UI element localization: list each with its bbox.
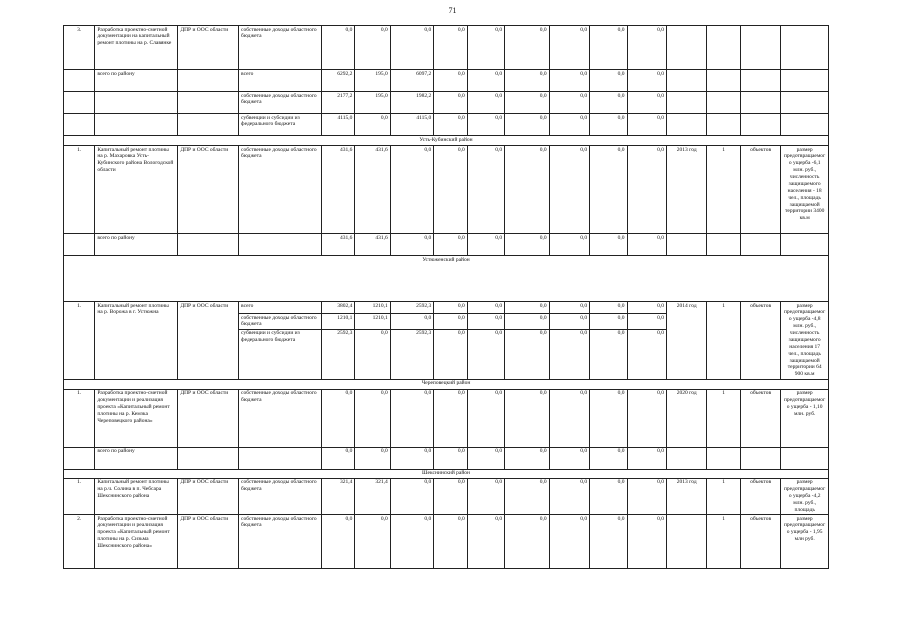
amount-cell: 0,0 — [505, 146, 550, 234]
amount-cell: 195,0 — [355, 92, 390, 114]
responsible-cell: ДПР и ООС области — [178, 146, 239, 234]
amount-cell: 0,0 — [390, 447, 434, 469]
funding-source-cell: всего — [239, 302, 322, 314]
effect-cell — [781, 234, 829, 256]
year-cell: 2014 год — [667, 302, 707, 380]
amount-cell: 0,0 — [549, 26, 589, 70]
unit-cell: объектов — [740, 389, 780, 447]
amount-cell: 0,0 — [467, 329, 504, 379]
amount-cell: 0,0 — [434, 389, 467, 447]
amount-cell: 0,0 — [505, 515, 550, 569]
amount-cell: 1982,2 — [390, 92, 434, 114]
year-cell — [667, 26, 707, 70]
amount-cell: 0,0 — [627, 515, 666, 569]
amount-cell: 431,6 — [355, 234, 390, 256]
amount-cell: 0,0 — [549, 146, 589, 234]
row-number-cell: 2. — [64, 515, 95, 569]
effect-cell — [781, 70, 829, 92]
activity-name-cell: всего по району — [95, 447, 178, 469]
activity-name-cell: всего по району — [95, 234, 178, 256]
row-number-cell — [64, 447, 95, 469]
count-cell: 1 — [707, 302, 740, 380]
effect-cell — [781, 26, 829, 70]
amount-cell: 0,0 — [355, 389, 390, 447]
section-row — [64, 469, 829, 478]
amount-cell: 0,0 — [355, 26, 390, 70]
row-number-cell: 1. — [64, 478, 95, 514]
amount-cell: 0,0 — [355, 329, 390, 379]
amount-cell: 0,0 — [627, 389, 666, 447]
amount-cell: 0,0 — [467, 314, 504, 330]
row-number-cell — [64, 234, 95, 256]
table-row — [64, 70, 829, 92]
amount-cell: 0,0 — [549, 92, 589, 114]
section-title: Устюженский район — [64, 256, 829, 302]
year-cell — [667, 92, 707, 114]
amount-cell: 0,0 — [590, 234, 627, 256]
amount-cell: 0,0 — [590, 515, 627, 569]
count-cell — [707, 234, 740, 256]
year-cell: 2013 год — [667, 478, 707, 514]
table-row — [64, 92, 829, 114]
activity-name-cell — [95, 114, 178, 136]
amount-cell: 1210,1 — [355, 314, 390, 330]
unit-cell — [740, 70, 780, 92]
amount-cell: 0,0 — [549, 114, 589, 136]
amount-cell: 0,0 — [590, 146, 627, 234]
responsible-cell — [178, 70, 239, 92]
amount-cell: 4115,0 — [322, 114, 355, 136]
funding-source-cell: собственные доходы областного бюджета — [239, 515, 322, 569]
unit-cell: объектов — [740, 302, 780, 380]
funding-source-cell: субвенции и субсидии из федерального бюджета — [239, 329, 322, 379]
funding-source-cell: субвенции и субсидии из федерального бюджета — [239, 114, 322, 136]
amount-cell: 0,0 — [627, 70, 666, 92]
amount-cell: 0,0 — [467, 92, 504, 114]
amount-cell: 0,0 — [434, 26, 467, 70]
amount-cell: 0,0 — [355, 114, 390, 136]
amount-cell: 0,0 — [549, 70, 589, 92]
amount-cell: 0,0 — [590, 114, 627, 136]
section-row — [64, 136, 829, 146]
funding-source-cell — [239, 234, 322, 256]
funding-source-cell: собственные доходы областного бюджета — [239, 314, 322, 330]
effect-cell: размер предотвращаемого ущерба - 1,95 млн руб. — [781, 515, 829, 569]
table-row — [64, 26, 829, 70]
effect-cell: размер предотвращаемого ущерба -6,1 млн. руб., численность защищаемого населения - 18 чел., площадь защищаемой территории 3400 кв.м — [781, 146, 829, 234]
amount-cell: 0,0 — [505, 114, 550, 136]
section-row — [64, 379, 829, 389]
amount-cell: 6097,2 — [390, 70, 434, 92]
responsible-cell — [178, 447, 239, 469]
amount-cell: 0,0 — [627, 302, 666, 314]
amount-cell: 321,4 — [355, 478, 390, 514]
amount-cell: 0,0 — [467, 234, 504, 256]
amount-cell: 0,0 — [390, 314, 434, 330]
amount-cell: 0,0 — [434, 146, 467, 234]
amount-cell: 0,0 — [390, 26, 434, 70]
amount-cell: 2177,2 — [322, 92, 355, 114]
amount-cell: 0,0 — [434, 234, 467, 256]
section-title: Усть-Кубинский район — [64, 136, 829, 146]
amount-cell: 6292,2 — [322, 70, 355, 92]
amount-cell: 0,0 — [549, 447, 589, 469]
amount-cell: 0,0 — [390, 478, 434, 514]
amount-cell: 0,0 — [505, 478, 550, 514]
funding-source-cell — [239, 447, 322, 469]
amount-cell: 0,0 — [627, 447, 666, 469]
amount-cell: 0,0 — [627, 146, 666, 234]
amount-cell: 0,0 — [390, 146, 434, 234]
page-number: 71 — [448, 6, 457, 15]
count-cell: 1 — [707, 389, 740, 447]
effect-cell — [781, 92, 829, 114]
amount-cell: 0,0 — [322, 389, 355, 447]
table-row — [64, 146, 829, 234]
count-cell: 1 — [707, 515, 740, 569]
amount-cell: 431,6 — [355, 146, 390, 234]
amount-cell: 0,0 — [590, 26, 627, 70]
responsible-cell: ДПР и ООС области — [178, 515, 239, 569]
row-number-cell — [64, 70, 95, 92]
amount-cell: 0,0 — [390, 515, 434, 569]
amount-cell: 0,0 — [505, 329, 550, 379]
unit-cell — [740, 447, 780, 469]
amount-cell: 2592,3 — [322, 329, 355, 379]
effect-cell — [781, 447, 829, 469]
amount-cell: 0,0 — [434, 302, 467, 314]
funding-source-cell: собственные доходы областного бюджета — [239, 478, 322, 514]
amount-cell: 0,0 — [549, 314, 589, 330]
count-cell — [707, 114, 740, 136]
amount-cell: 0,0 — [467, 478, 504, 514]
amount-cell: 0,0 — [434, 114, 467, 136]
amount-cell: 0,0 — [627, 329, 666, 379]
amount-cell: 0,0 — [434, 447, 467, 469]
responsible-cell: ДПР и ООС области — [178, 26, 239, 70]
amount-cell: 431,6 — [322, 234, 355, 256]
unit-cell — [740, 92, 780, 114]
amount-cell: 3802,4 — [322, 302, 355, 314]
activity-name-cell: Капитальный ремонт плотины на р.ч. Солина в п. Чебсара Шекснинского района — [95, 478, 178, 514]
section-title: Череповецкий район — [64, 379, 829, 389]
activity-name-cell: Капитальный ремонт плотины на р. Ворожа в г. Устюжна — [95, 302, 178, 380]
amount-cell: 195,0 — [355, 70, 390, 92]
amount-cell: 0,0 — [505, 234, 550, 256]
amount-cell: 0,0 — [590, 314, 627, 330]
effect-cell: размер предотвращаемого ущерба -4,8 млн. руб., численность защищаемого населения 17 чел., площадь защищаемой территории 64 900 кв.м — [781, 302, 829, 380]
row-number-cell — [64, 114, 95, 136]
count-cell — [707, 447, 740, 469]
amount-cell: 0,0 — [467, 114, 504, 136]
amount-cell: 0,0 — [505, 70, 550, 92]
amount-cell: 0,0 — [590, 329, 627, 379]
year-cell — [667, 70, 707, 92]
unit-cell: объектов — [740, 478, 780, 514]
amount-cell: 0,0 — [467, 302, 504, 314]
amount-cell: 0,0 — [549, 329, 589, 379]
amount-cell: 0,0 — [505, 302, 550, 314]
amount-cell: 0,0 — [627, 314, 666, 330]
amount-cell: 0,0 — [590, 70, 627, 92]
responsible-cell: ДПР и ООС области — [178, 302, 239, 380]
activity-name-cell: Разработка проектно-сметной документации на капитальный ремонт плотины на р. Славянке — [95, 26, 178, 70]
table-row — [64, 515, 829, 569]
amount-cell: 0,0 — [590, 302, 627, 314]
row-number-cell: 1. — [64, 389, 95, 447]
amount-cell: 0,0 — [590, 389, 627, 447]
responsible-cell: ДПР и ООС области — [178, 389, 239, 447]
activity-name-cell — [95, 92, 178, 114]
amount-cell: 0,0 — [322, 447, 355, 469]
amount-cell: 0,0 — [467, 146, 504, 234]
table-row — [64, 389, 829, 447]
funding-source-cell: собственные доходы областного бюджета — [239, 92, 322, 114]
amount-cell: 0,0 — [467, 447, 504, 469]
amount-cell: 0,0 — [627, 114, 666, 136]
row-number-cell: 1. — [64, 302, 95, 380]
amount-cell: 0,0 — [505, 447, 550, 469]
unit-cell — [740, 114, 780, 136]
amount-cell: 2592,3 — [390, 302, 434, 314]
year-cell: 2020 год — [667, 389, 707, 447]
funding-source-cell: всего — [239, 70, 322, 92]
amount-cell: 0,0 — [549, 302, 589, 314]
amount-cell: 0,0 — [434, 92, 467, 114]
table-body — [64, 26, 829, 569]
unit-cell — [740, 26, 780, 70]
amount-cell: 0,0 — [549, 234, 589, 256]
responsible-cell — [178, 234, 239, 256]
activity-name-cell: Разработка проектно-сметной документации и реализация проекта «Капитальный ремонт плотины на р. Сизьма Шекснинского района» — [95, 515, 178, 569]
activity-name-cell: Разработка проектно-сметной документации и реализация проекта «Капитальный ремонт плотины на р. Кемзка Череповецкого района» — [95, 389, 178, 447]
amount-cell: 4115,0 — [390, 114, 434, 136]
amount-cell: 0,0 — [467, 26, 504, 70]
amount-cell: 0,0 — [434, 70, 467, 92]
funding-source-cell: собственные доходы областного бюджета — [239, 146, 322, 234]
amount-cell: 0,0 — [627, 92, 666, 114]
unit-cell: объектов — [740, 515, 780, 569]
section-row — [64, 256, 829, 302]
amount-cell: 1210,1 — [355, 302, 390, 314]
row-number-cell: 3. — [64, 26, 95, 70]
activity-name-cell: Капитальный ремонт плотины на р. Махаровка Усть-Кубинского района Вологодской области — [95, 146, 178, 234]
amount-cell: 0,0 — [434, 478, 467, 514]
amount-cell: 0,0 — [590, 447, 627, 469]
amount-cell: 0,0 — [549, 389, 589, 447]
amount-cell: 0,0 — [390, 389, 434, 447]
effect-cell — [781, 114, 829, 136]
amount-cell: 0,0 — [505, 389, 550, 447]
funding-source-cell: собственные доходы областного бюджета — [239, 26, 322, 70]
year-cell — [667, 447, 707, 469]
amount-cell: 0,0 — [590, 92, 627, 114]
table-row — [64, 478, 829, 514]
amount-cell: 0,0 — [590, 478, 627, 514]
budget-table — [63, 25, 829, 569]
activity-name-cell: всего по району — [95, 70, 178, 92]
amount-cell: 0,0 — [390, 234, 434, 256]
effect-cell: размер предотвращаемого ущерба - 1,10 млн. руб. — [781, 389, 829, 447]
amount-cell: 0,0 — [434, 314, 467, 330]
year-cell: 2013 год — [667, 146, 707, 234]
count-cell: 1 — [707, 146, 740, 234]
amount-cell: 0,0 — [467, 70, 504, 92]
row-number-cell — [64, 92, 95, 114]
unit-cell: объектов — [740, 146, 780, 234]
amount-cell: 321,4 — [322, 478, 355, 514]
amount-cell: 0,0 — [467, 515, 504, 569]
year-cell — [667, 234, 707, 256]
table-row — [64, 447, 829, 469]
amount-cell: 0,0 — [505, 314, 550, 330]
amount-cell: 2592,3 — [390, 329, 434, 379]
count-cell: 1 — [707, 478, 740, 514]
responsible-cell — [178, 114, 239, 136]
amount-cell: 0,0 — [505, 92, 550, 114]
table-row — [64, 302, 829, 314]
amount-cell: 0,0 — [505, 26, 550, 70]
table-row — [64, 114, 829, 136]
amount-cell: 0,0 — [355, 515, 390, 569]
amount-cell: 0,0 — [322, 26, 355, 70]
table-row — [64, 234, 829, 256]
amount-cell: 0,0 — [322, 515, 355, 569]
amount-cell: 0,0 — [355, 447, 390, 469]
count-cell — [707, 92, 740, 114]
amount-cell: 1210,1 — [322, 314, 355, 330]
amount-cell: 431,6 — [322, 146, 355, 234]
responsible-cell: ДПР и ООС области — [178, 478, 239, 514]
year-cell — [667, 515, 707, 569]
count-cell — [707, 26, 740, 70]
funding-source-cell: собственные доходы областного бюджета — [239, 389, 322, 447]
amount-cell: 0,0 — [467, 389, 504, 447]
amount-cell: 0,0 — [627, 478, 666, 514]
year-cell — [667, 114, 707, 136]
amount-cell: 0,0 — [627, 234, 666, 256]
effect-cell: размер предотвращаемого ущерба -4,2 млн. руб., площадь — [781, 478, 829, 514]
count-cell — [707, 70, 740, 92]
amount-cell: 0,0 — [434, 329, 467, 379]
amount-cell: 0,0 — [434, 515, 467, 569]
amount-cell: 0,0 — [549, 515, 589, 569]
amount-cell: 0,0 — [549, 478, 589, 514]
unit-cell — [740, 234, 780, 256]
row-number-cell: 1. — [64, 146, 95, 234]
section-title: Шекснинский район — [64, 469, 829, 478]
responsible-cell — [178, 92, 239, 114]
amount-cell: 0,0 — [627, 26, 666, 70]
